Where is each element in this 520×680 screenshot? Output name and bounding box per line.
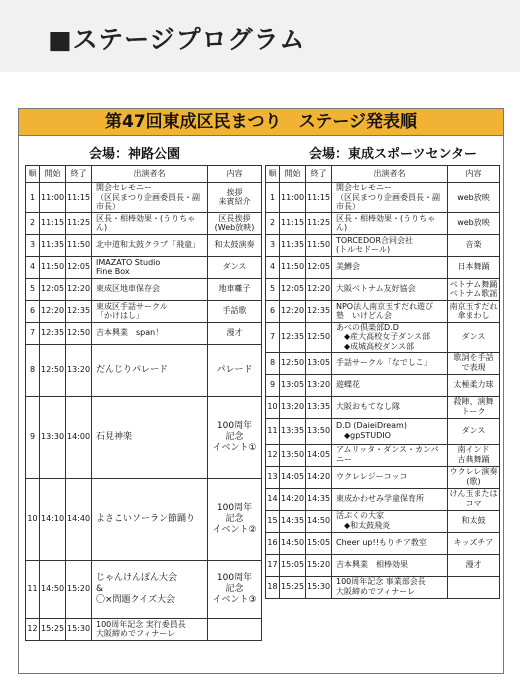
end-cell: 14:50 [306,510,332,532]
performer-cell: IMAZATO Studio Fine Box [92,256,208,278]
table-row [266,374,500,396]
start-cell: 14:05 [280,466,306,488]
start-cell: 13:30 [40,396,66,478]
content-cell: 太極柔力球 [448,374,500,396]
table-row [26,618,262,640]
left-venue: 会場：神路公園 [89,147,181,162]
left-order-header: 順 [26,166,40,183]
performer-cell: 東成区地車保存会 [92,278,208,300]
end-cell: 12:50 [306,322,332,352]
right-order-header: 順 [266,166,280,183]
table-row [266,576,500,598]
performer-cell: 開会セレモニー （区民まつり企画委員長・副市長） [92,183,208,213]
end-cell: 11:25 [66,212,92,234]
end-cell: 14:00 [66,396,92,478]
table-row [266,418,500,444]
order-cell: 5 [26,278,40,300]
end-cell: 14:35 [306,488,332,510]
order-cell: 1 [266,183,280,213]
end-cell: 12:35 [306,300,332,322]
left-schedule-table [25,165,262,641]
performer-cell: 遊蝶花 [332,374,448,396]
page-title: ■ステージプログラム [48,25,306,54]
content-cell: 歌詞を手話 で表現 [448,352,500,374]
order-cell: 3 [266,234,280,256]
start-cell: 13:05 [280,374,306,396]
content-cell: 100周年 記念 イベント③ [208,560,262,618]
content-cell: 日本舞踊 [448,256,500,278]
order-cell: 8 [266,352,280,374]
performer-cell: D.D (DaieiDream) ◆gpSTUDIO [332,418,448,444]
end-cell: 13:05 [306,352,332,374]
right-performer-header: 出演者名 [332,166,448,183]
end-cell: 13:35 [306,396,332,418]
end-cell: 15:20 [66,560,92,618]
end-cell: 14:40 [66,478,92,560]
right-venue: 会場：東成スポーツセンター [309,147,477,162]
start-cell: 12:35 [280,322,306,352]
table-row [26,234,262,256]
order-cell: 1 [26,183,40,213]
content-cell: キッズチア [448,532,500,554]
performer-cell: 活ぷくの大家 ◆和太鼓飛炎 [332,510,448,532]
right-start-header: 開始 [280,166,306,183]
content-cell: 殺陣、演舞 トーク [448,396,500,418]
end-cell: 12:35 [66,300,92,322]
performer-cell: あべの倶楽部D.D ◆産大高校女子ダンス部 ◆成城高校ダンス部 [332,322,448,352]
performer-cell: 手話サークル「なでしこ」 [332,352,448,374]
right-end-header: 終了 [306,166,332,183]
end-cell: 11:15 [306,183,332,213]
order-cell: 13 [266,466,280,488]
content-cell: 南インド 古典舞踊 [448,444,500,466]
content-cell: ウクレレ演奏 (歌) [448,466,500,488]
start-cell: 12:20 [280,300,306,322]
table-row [26,183,262,213]
order-cell: 14 [266,488,280,510]
end-cell: 13:20 [66,344,92,396]
table-row [266,444,500,466]
table-row [266,234,500,256]
program-document [18,108,504,674]
end-cell: 14:05 [306,444,332,466]
table-row [266,488,500,510]
content-cell: 100周年 記念 イベント① [208,396,262,478]
table-row [266,278,500,300]
performer-cell: 石見神楽 [92,396,208,478]
table-row [266,322,500,352]
performer-cell: Cheer up!!もりチア教室 [332,532,448,554]
table-row [26,322,262,344]
end-cell: 12:50 [66,322,92,344]
content-cell [448,576,500,598]
start-cell: 12:50 [280,352,306,374]
performer-cell: 100周年記念 実行委員長 大阪締めでフィナーレ [92,618,208,640]
left-header-row [26,166,262,183]
table-row [266,352,500,374]
left-performer-header: 出演者名 [92,166,208,183]
end-cell: 15:30 [306,576,332,598]
table-row [266,510,500,532]
performer-cell: 開会セレモニー （区民まつり企画委員長・副市長） [332,183,448,213]
performer-cell: 北中道和太鼓クラブ「飛童」 [92,234,208,256]
performer-cell: 美鱒会 [332,256,448,278]
right-content-header: 内容 [448,166,500,183]
end-cell: 11:50 [66,234,92,256]
end-cell: 11:50 [306,234,332,256]
table-row [266,466,500,488]
performer-cell: 区長・相棒効果・(うりちゃん) [332,212,448,234]
order-cell: 11 [26,560,40,618]
performer-cell: TORCEDOR合同会社 (トルセドール) [332,234,448,256]
order-cell: 18 [266,576,280,598]
content-cell: 漫才 [208,322,262,344]
start-cell: 11:00 [40,183,66,213]
order-cell: 12 [266,444,280,466]
content-cell: けん玉または コマ [449,489,498,509]
end-cell: 15:05 [306,532,332,554]
start-cell: 12:50 [40,344,66,396]
table-row [266,256,500,278]
order-cell: 7 [26,322,40,344]
performer-cell: 東成区手話サークル 「かけはし」 [92,300,208,322]
start-cell: 11:50 [280,256,306,278]
performer-cell: 吉本興業 相棒効果 [332,554,448,576]
performer-cell: 東成かわせみ学童保育所 [332,488,448,510]
end-cell: 11:15 [66,183,92,213]
table-row [266,212,500,234]
table-row [26,478,262,560]
content-cell: 手話歌 [208,300,262,322]
table-row [266,554,500,576]
start-cell: 13:35 [280,418,306,444]
order-cell: 17 [266,554,280,576]
start-cell: 11:35 [40,234,66,256]
table-row [26,396,262,478]
content-cell: 和太鼓 [448,510,500,532]
order-cell: 8 [26,344,40,396]
order-cell: 10 [26,478,40,560]
end-cell: 12:05 [66,256,92,278]
end-cell: 12:20 [66,278,92,300]
order-cell: 10 [266,396,280,418]
performer-cell: 吉本興業 span！ [92,322,208,344]
order-cell: 12 [26,618,40,640]
order-cell: 9 [266,374,280,396]
left-content-header: 内容 [208,166,262,183]
end-cell: 13:50 [306,418,332,444]
performer-cell: じゃんけんぽん大会 & 〇×問題クイズ大会 [92,560,208,618]
right-schedule-table [265,165,500,599]
performer-cell: アムリッタ・ダンス・カンパニー [332,444,448,466]
end-cell: 13:20 [306,374,332,396]
performer-cell: ウクレレジーコッコ [332,466,448,488]
order-cell: 15 [266,510,280,532]
performer-cell: だんじりパレード [92,344,208,396]
table-row [26,344,262,396]
left-end-header: 終了 [66,166,92,183]
content-cell: 100周年 記念 イベント② [208,478,262,560]
order-cell: 4 [266,256,280,278]
order-cell: 2 [266,212,280,234]
content-cell: web放映 [448,212,500,234]
order-cell: 4 [26,256,40,278]
start-cell: 15:25 [40,618,66,640]
content-cell: 地車囃子 [208,278,262,300]
start-cell: 14:20 [280,488,306,510]
content-cell: ダンス [448,322,500,352]
table-row [26,560,262,618]
start-cell: 14:35 [280,510,306,532]
start-cell: 11:00 [280,183,306,213]
end-cell: 11:25 [306,212,332,234]
start-cell: 12:20 [40,300,66,322]
header-bar [0,0,520,72]
order-cell: 11 [266,418,280,444]
start-cell: 14:50 [280,532,306,554]
performer-cell: よさこいソーラン節踊り [92,478,208,560]
table-row [266,396,500,418]
start-cell: 12:05 [40,278,66,300]
order-cell: 5 [266,278,280,300]
order-cell: 7 [266,322,280,352]
left-start-header: 開始 [40,166,66,183]
content-cell: web放映 [448,183,500,213]
performer-cell: 大阪おもてなし隊 [332,396,448,418]
performer-cell: NPO法人南京玉すだれ遊び 塾 いけどん会 [332,300,448,322]
end-cell: 15:30 [66,618,92,640]
content-cell: ダンス [208,256,262,278]
table-row [26,212,262,234]
start-cell: 12:35 [40,322,66,344]
order-cell: 2 [26,212,40,234]
start-cell: 11:50 [40,256,66,278]
start-cell: 15:25 [280,576,306,598]
start-cell: 13:50 [280,444,306,466]
table-row [26,300,262,322]
start-cell: 15:05 [280,554,306,576]
start-cell: 14:10 [40,478,66,560]
content-cell: 南京玉すだれ 傘まわし [449,301,498,321]
start-cell: 12:05 [280,278,306,300]
table-row [266,532,500,554]
performer-cell: 区長・相棒効果・(うりちゃん) [92,212,208,234]
content-cell: 漫才 [448,554,500,576]
performer-cell: 100周年記念 事業部会長 大阪締めでフィナーレ [332,576,448,598]
content-cell: パレード [208,344,262,396]
start-cell: 13:20 [280,396,306,418]
table-row [26,278,262,300]
start-cell: 11:35 [280,234,306,256]
start-cell: 11:15 [280,212,306,234]
content-cell [208,618,262,640]
table-row [266,183,500,213]
table-row [26,256,262,278]
banner-title: 第47回東成区民まつり ステージ発表順 [19,109,503,136]
content-cell: 挨拶 来賓紹介 [208,183,262,213]
start-cell: 11:15 [40,212,66,234]
order-cell: 9 [26,396,40,478]
end-cell: 12:20 [306,278,332,300]
end-cell: 15:20 [306,554,332,576]
order-cell: 6 [266,300,280,322]
right-header-row [266,166,500,183]
order-cell: 3 [26,234,40,256]
content-cell: 音楽 [448,234,500,256]
content-cell: 区長挨拶 (Web放映) [208,212,262,234]
performer-cell: 大阪ベトナム友好協会 [332,278,448,300]
table-row [266,300,500,322]
content-cell: ダンス [448,418,500,444]
content-cell: 和太鼓演奏 [208,234,262,256]
order-cell: 6 [26,300,40,322]
end-cell: 12:05 [306,256,332,278]
order-cell: 16 [266,532,280,554]
content-cell: ベトナム舞踊 ベトナム歌謡 [448,278,500,300]
start-cell: 14:50 [40,560,66,618]
end-cell: 14:20 [306,466,332,488]
